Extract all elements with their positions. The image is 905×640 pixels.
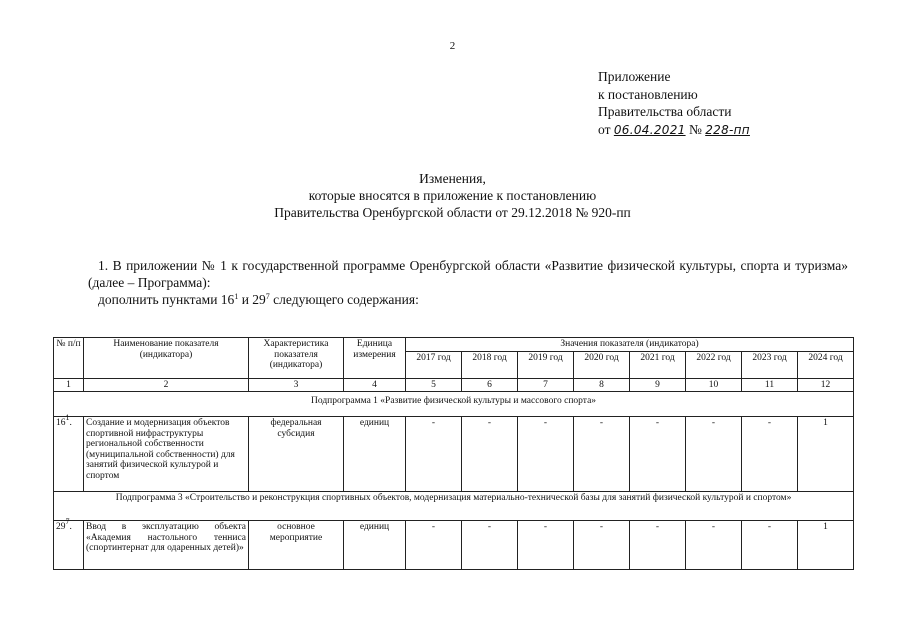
intro-paragraph2 [88, 291, 848, 308]
p2-sup2: 7 [265, 292, 270, 301]
row-number-sup: 1 [65, 413, 70, 422]
row-number-main: 29 [56, 522, 66, 532]
intro-text [88, 257, 848, 308]
p2-sup1: 1 [234, 292, 239, 301]
col-number: 2 [84, 378, 249, 392]
header-year: 2023 год [742, 351, 798, 378]
value-cell: - [630, 417, 686, 492]
indicator-name: Ввод в эксплуатацию объекта «Академия настольного тенниса (спортинтернат для одаренных детей)» [84, 521, 249, 570]
value-cell: - [686, 417, 742, 492]
row-number-suffix: . [69, 418, 72, 428]
header-year: 2021 год [630, 351, 686, 378]
subprogram3-title: Подпрограмма 3 «Строительство и реконструкция спортивных объектов, модернизация материально-технической базы для занятий физической культурой и спортом» [54, 492, 854, 521]
p2-after: следующего содержания: [269, 292, 419, 307]
row-number [54, 517, 84, 570]
value-cell: - [630, 521, 686, 570]
indicator-characteristic: основное мероприятие [249, 521, 344, 570]
from-label: от [598, 121, 611, 137]
appendix-header [598, 68, 750, 139]
row-number-suffix: . [69, 522, 72, 532]
col-number: 7 [518, 378, 574, 392]
indicator-characteristic: федеральная субсидия [249, 417, 344, 492]
subprogram-row [54, 492, 854, 521]
value-cell: - [742, 521, 798, 570]
value-cell: - [462, 417, 518, 492]
col-number: 11 [742, 378, 798, 392]
value-cell: 1 [798, 417, 854, 492]
handwritten-number: 228-пп [705, 122, 750, 137]
table-row [54, 417, 854, 492]
subprogram1-title: Подпрограмма 1 «Развитие физической культуры и массового спорта» [54, 392, 854, 417]
value-cell: - [462, 521, 518, 570]
number-label: № [688, 121, 702, 137]
p2-middle: и 29 [238, 292, 266, 307]
header-year: 2022 год [686, 351, 742, 378]
subprogram-row [54, 392, 854, 417]
col-number: 5 [406, 378, 462, 392]
header-year: 2024 год [798, 351, 854, 378]
row-number [54, 413, 84, 492]
header-num: № п/п [54, 338, 84, 379]
intro-paragraph1: 1. В приложении № 1 к государственной программе Оренбургской области «Развитие физической культуры, спорта и туризма» (далее – Программа): [88, 258, 848, 290]
title-line1: Изменения, [419, 171, 486, 186]
header-year: 2020 год [574, 351, 630, 378]
value-cell: - [742, 417, 798, 492]
col-number: 1 [54, 378, 84, 392]
p2-before: дополнить пунктами 16 [98, 292, 235, 307]
table-row [54, 521, 854, 570]
header-year: 2019 год [518, 351, 574, 378]
col-number: 3 [249, 378, 344, 392]
appendix-date-line [598, 121, 750, 140]
value-cell: - [574, 417, 630, 492]
indicator-name: Создание и модернизация объектов спортивной нифраструктуры региональной собственности (муниципальной собственности) для занятий физической культурой и спортом [84, 417, 249, 492]
header-year: 2018 год [462, 351, 518, 378]
header-characteristic: Характеристика показателя (индикатора) [249, 338, 344, 379]
row-number-sup: 7 [65, 517, 70, 526]
col-number: 6 [462, 378, 518, 392]
header-year: 2017 год [406, 351, 462, 378]
value-cell: - [518, 521, 574, 570]
title-line2: которые вносятся в приложение к постановлению [308, 188, 597, 203]
indicator-unit: единиц [344, 417, 406, 492]
value-cell: 1 [798, 521, 854, 570]
page-number: 2 [449, 40, 456, 52]
header-values: Значения показателя (индикатора) [406, 338, 854, 352]
col-number: 12 [798, 378, 854, 392]
appendix-line1: Приложение [598, 69, 671, 84]
row-number-main: 16 [56, 418, 66, 428]
document-title [0, 170, 905, 221]
value-cell: - [406, 521, 462, 570]
value-cell: - [686, 521, 742, 570]
col-number: 4 [344, 378, 406, 392]
appendix-line3: Правительства области [598, 104, 732, 119]
col-number: 9 [630, 378, 686, 392]
value-cell: - [406, 417, 462, 492]
header-name: Наименование показателя (индикатора) [84, 338, 249, 379]
col-number: 8 [574, 378, 630, 392]
indicator-unit: единиц [344, 521, 406, 570]
appendix-line2: к постановлению [598, 86, 698, 102]
handwritten-date: 06.04.2021 [613, 122, 686, 137]
value-cell: - [518, 417, 574, 492]
column-number-row [54, 378, 854, 392]
col-number: 10 [686, 378, 742, 392]
value-cell: - [574, 521, 630, 570]
indicators-table [53, 337, 854, 570]
header-unit: Единица измерения [344, 338, 406, 379]
header-row-1 [54, 338, 854, 352]
title-line3: Правительства Оренбургской области от 29.12.2018 № 920-пп [274, 205, 631, 220]
